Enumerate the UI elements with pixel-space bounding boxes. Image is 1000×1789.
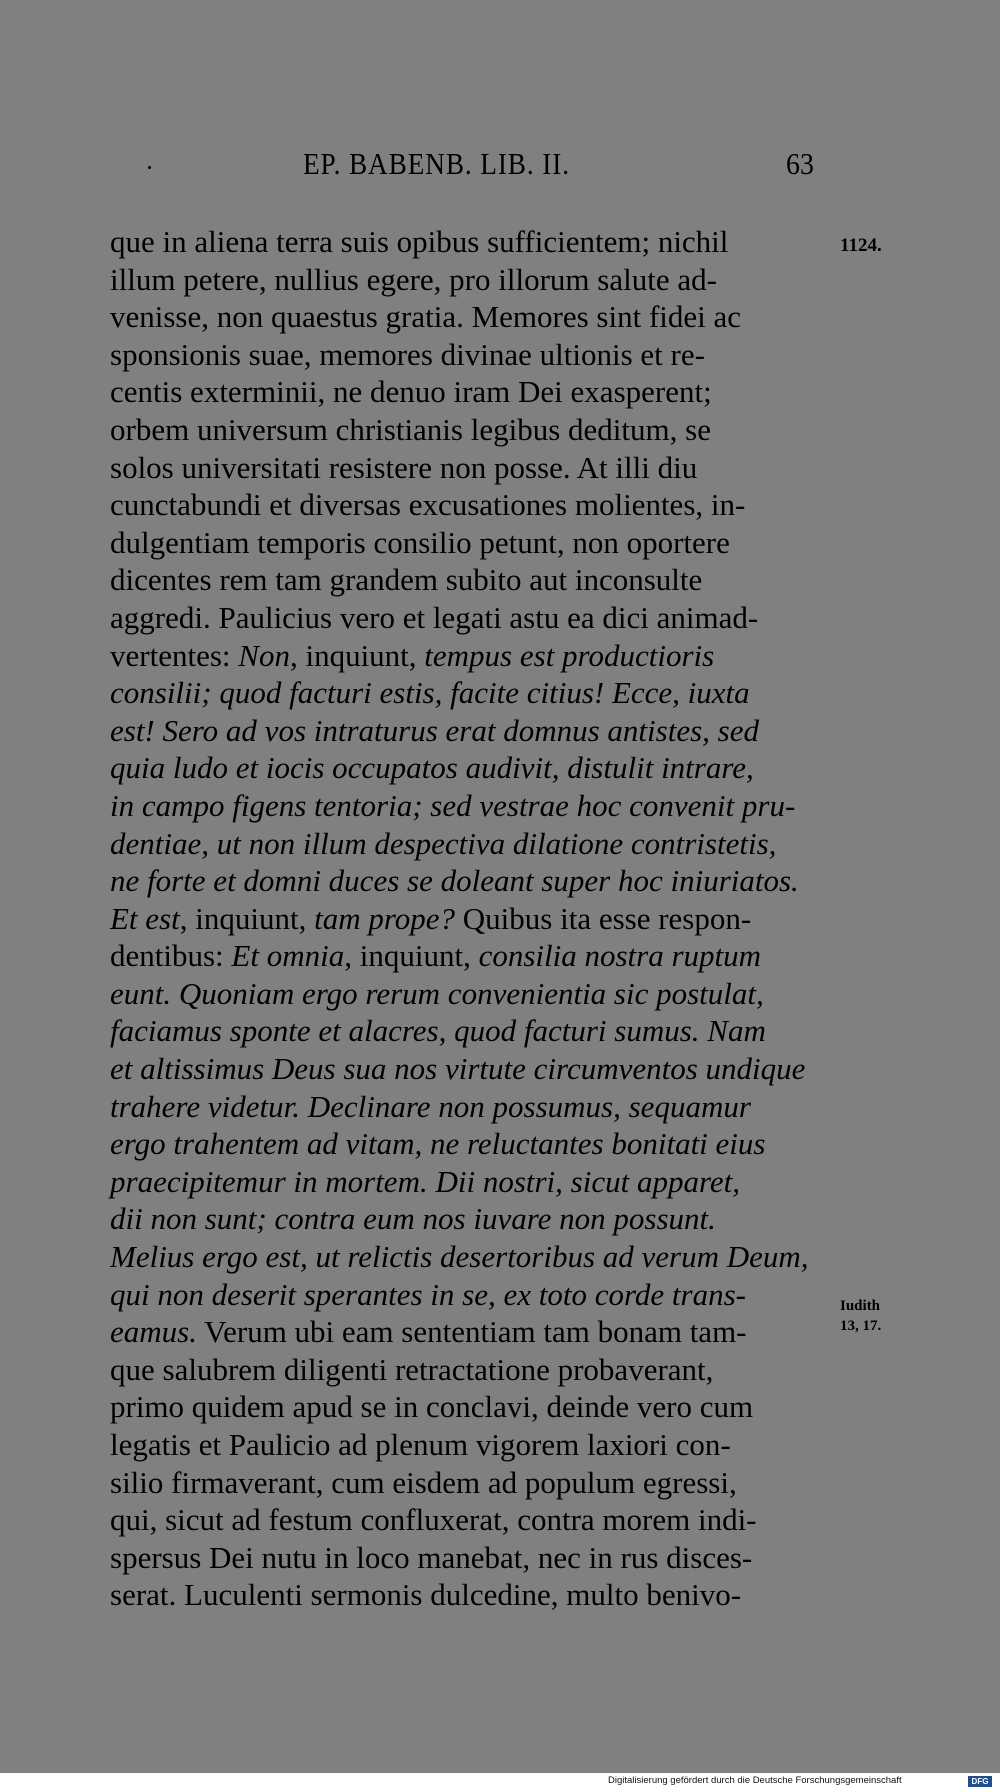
text-segment: que salubrem diligenti retractatione probaverant, [110, 1351, 714, 1387]
text-segment: dentibus: [110, 938, 232, 974]
text-line [110, 862, 840, 900]
text-segment: primo quidem apud se in conclavi, deinde vero cum [110, 1389, 754, 1425]
text-line [110, 1539, 840, 1577]
text-segment: vertentes: [110, 637, 239, 673]
text-segment: aggredi. Paulicius vero et legati astu ea dici animad- [110, 599, 759, 635]
italic-text-segment: Melius ergo est, ut relictis desertoribus ad verum Deum, [110, 1239, 809, 1275]
text-segment: dulgentiam temporis consilio petunt, non oportere [110, 524, 730, 560]
text-segment: orbem universum christianis legibus deditum, se [110, 411, 711, 447]
text-segment: que in aliena terra suis opibus sufficientem; nichil [110, 224, 729, 259]
text-line [110, 1088, 840, 1126]
dfg-logo: DFG [968, 1776, 992, 1787]
text-segment: cunctabundi et diversas excusationes molientes, in- [110, 487, 746, 523]
text-line [110, 749, 840, 787]
text-segment: sponsionis suae, memores divinae ultionis et re- [110, 336, 705, 372]
italic-text-segment: tempus est productioris [424, 637, 715, 673]
italic-text-segment: dentiae, ut non illum despectiva dilatione contristetis, [110, 825, 777, 861]
text-segment: venisse, non quaestus gratia. Memores sint fidei ac [110, 299, 742, 335]
text-line [110, 449, 840, 487]
italic-text-segment: consilii; quod facturi estis, facite citius! Ecce, iuxta [110, 675, 750, 711]
text-segment: spersus Dei nutu in loco manebat, nec in rus disces- [110, 1539, 753, 1575]
italic-text-segment: praecipitemur in mortem. Dii nostri, sicut apparet, [110, 1163, 741, 1199]
margin-note-year: 1124. [840, 235, 882, 256]
text-segment: solos universitati resistere non posse. At illi diu [110, 449, 698, 485]
text-line [110, 1501, 840, 1539]
italic-text-segment: faciamus sponte et alacres, quod facturi sumus. Nam [110, 1013, 766, 1049]
margin-note-reference-verse: 13, 17. [840, 1318, 882, 1334]
text-line [110, 674, 840, 712]
text-segment: legatis et Paulicio ad plenum vigorem laxiori con- [110, 1427, 731, 1462]
text-line [110, 561, 840, 599]
text-line [110, 1351, 840, 1389]
text-segment: Verum ubi eam sententiam tam bonam tam- [196, 1314, 747, 1350]
italic-text-segment: eamus. [110, 1314, 197, 1350]
italic-text-segment: dii non sunt; contra eum nos iuvare non possunt. [110, 1201, 716, 1237]
italic-text-segment: ergo trahentem ad vitam, ne reluctantes bonitati eius [110, 1126, 766, 1162]
text-line [110, 1576, 840, 1614]
text-line [110, 1276, 840, 1314]
text-line [110, 261, 840, 299]
italic-text-segment: trahere videtur. Declinare non possumus, sequamur [110, 1088, 751, 1124]
text-segment: , inquiunt, [289, 637, 425, 673]
digitization-credit: Digitalisierung gefördert durch die Deutsche Forschungsgemeinschaft [608, 1775, 902, 1786]
text-line [110, 1238, 840, 1276]
text-line [110, 900, 840, 938]
text-line [110, 411, 840, 449]
margin-note-reference: Iudith [840, 1298, 881, 1314]
italic-text-segment: est! Sero ad vos intraturus erat domnus antistes, sed [110, 712, 759, 748]
text-segment: silio firmaverant, cum eisdem ad populum egressi, [110, 1464, 737, 1500]
text-segment: Quibus ita esse respon- [455, 900, 752, 936]
italic-text-segment: et altissimus Deus sua nos virtute circumventos undique [110, 1051, 806, 1087]
italic-text-segment: Non [238, 637, 290, 673]
text-line [110, 524, 840, 562]
text-segment: illum petere, nullius egere, pro illorum salute ad- [110, 261, 717, 297]
text-segment: , inquiunt, [179, 900, 315, 936]
text-line [110, 599, 840, 637]
italic-text-segment: consilia nostra ruptum [478, 938, 762, 974]
text-segment: qui, sicut ad festum confluxerat, contra morem indi- [110, 1502, 757, 1538]
page-number: 63 [786, 146, 814, 181]
text-line [110, 712, 840, 750]
text-line [110, 637, 840, 675]
running-title: EP. BABENB. LIB. II. [303, 146, 570, 181]
text-line [110, 1464, 840, 1502]
text-line [110, 1050, 840, 1088]
text-line [110, 1388, 840, 1426]
text-line [110, 1313, 840, 1351]
italic-text-segment: Et omnia [231, 938, 345, 974]
italic-text-segment: quia ludo et iocis occupatos audivit, distulit intrare, [110, 750, 754, 786]
italic-text-segment: in campo figens tentoria; sed vestrae hoc convenit pru- [110, 787, 796, 823]
text-segment: serat. Luculenti sermonis dulcedine, multo benivo- [110, 1577, 742, 1613]
text-line [110, 486, 840, 524]
text-line [110, 336, 840, 374]
italic-text-segment: Et est [110, 900, 180, 936]
text-line [110, 825, 840, 863]
text-segment: dicentes rem tam grandem subito aut inconsulte [110, 562, 703, 598]
text-line [110, 937, 840, 975]
italic-text-segment: ne forte et domni duces se doleant super hoc iniuriatos. [110, 863, 799, 899]
text-line [110, 1012, 840, 1050]
header-dot [148, 166, 151, 169]
text-line [110, 787, 840, 825]
text-line [110, 373, 840, 411]
text-line [110, 298, 840, 336]
text-line [110, 1163, 840, 1201]
text-line [110, 1200, 840, 1238]
text-segment: , inquiunt, [344, 938, 479, 974]
text-segment: centis exterminii, ne denuo iram Dei exasperent; [110, 374, 712, 410]
italic-text-segment: eunt. Quoniam ergo rerum convenientia sic postulat, [110, 975, 764, 1011]
text-line [110, 975, 840, 1013]
text-line [110, 223, 840, 261]
text-line [110, 1426, 840, 1464]
italic-text-segment: qui non deserit sperantes in se, ex toto corde trans- [110, 1276, 746, 1312]
italic-text-segment: tam prope? [314, 900, 456, 936]
body-text [110, 223, 840, 1614]
text-line [110, 1125, 840, 1163]
